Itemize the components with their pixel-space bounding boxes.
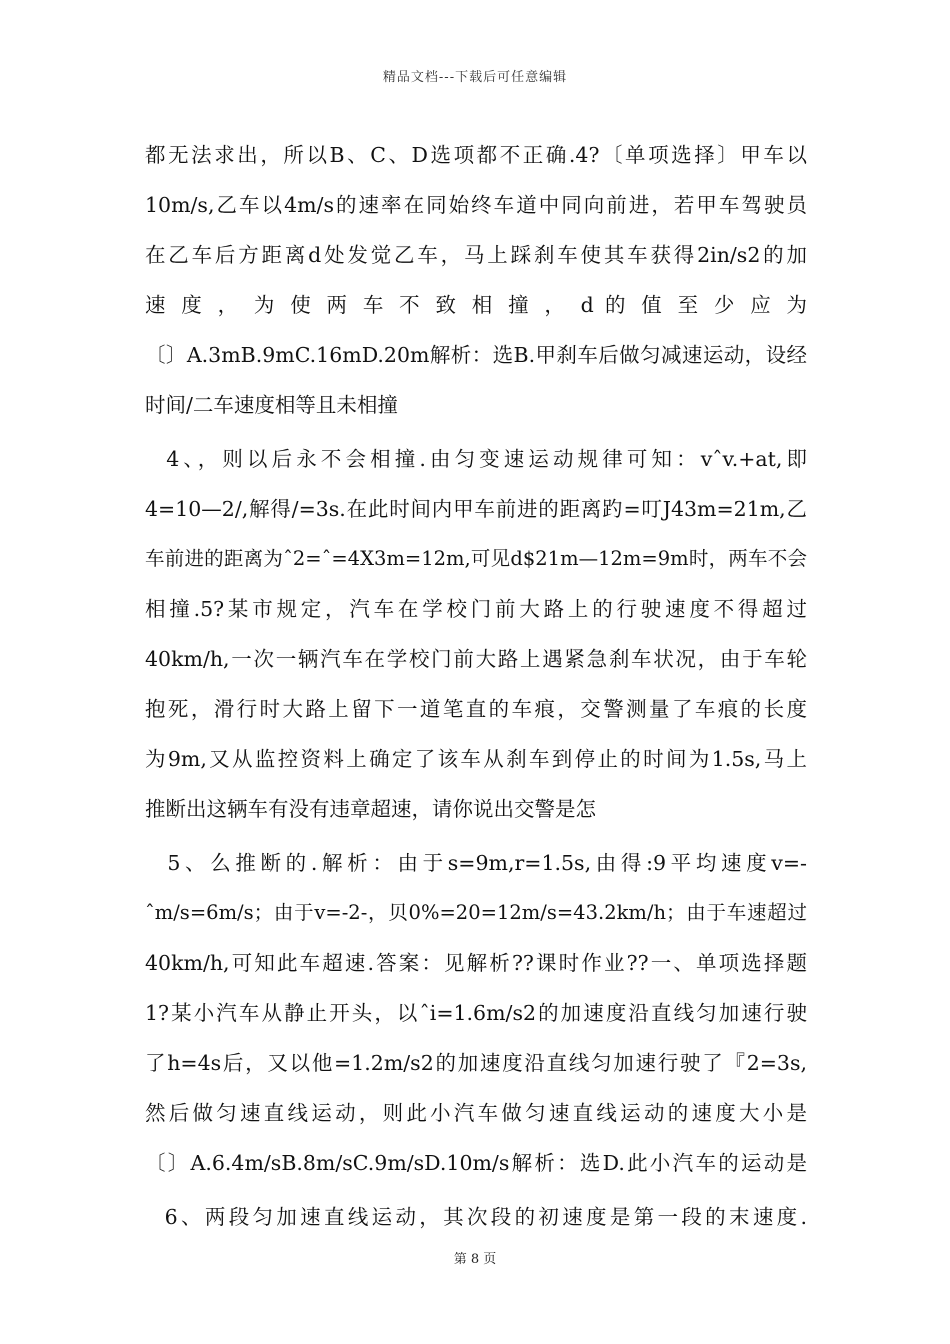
text-line: 40km/h,一次一辆汽车在学校门前大路上遇紧急刹车状况，由于车轮 <box>145 647 807 671</box>
text-line: 5、么推断的.解析：由于s=9m,r=1.5s,由得:9平均速度v=- <box>145 851 807 875</box>
text-line: 1?某小汽车从静止开头，以ˆi=1.6m/s2的加速度沿直线匀加速行驶 <box>145 1001 807 1025</box>
text-line: 10m/s,乙车以4m/s的速率在同始终车道中同向前进，若甲车驾驶员 <box>145 193 807 217</box>
text-line: 时间/二车速度相等且未相撞 <box>145 393 398 417</box>
text-line: 为9m,又从监控资料上确定了该车从刹车到停止的时间为1.5s,马上 <box>145 747 807 771</box>
text-line: 〔〕A.3mB.9mC.16mD.20m解析：选B.甲刹车后做匀减速运动，设经 <box>145 343 807 367</box>
text-line: 〔〕A.6.4m/sB.8m/sC.9m/sD.10m/s解析：选D.此小汽车的运动是 <box>145 1151 807 1175</box>
page-footer: 第 8 页 <box>453 1252 497 1267</box>
paragraph <box>145 434 807 834</box>
text-line: 然后做匀速直线运动，则此小汽车做匀速直线运动的速度大小是 <box>145 1101 807 1125</box>
text-line: 4=10—2/,解得/=3s.在此时间内甲车前进的距离趵=叮J43m=21m,乙 <box>145 497 807 521</box>
text-line: ˆm/s=6m/s；由于v=-2-，贝0%=20=12m/s=43.2km/h；由于车速超过 <box>145 901 807 924</box>
text-line: 推断出这辆车有没有违章超速，请你说出交警是怎 <box>145 797 596 821</box>
text-line: 40km/h,可知此车超速.答案：见解析??课时作业??一、单项选择题 <box>145 951 807 975</box>
text-line: 在乙车后方距离d处发觉乙车，马上踩刹车使其车获得2in/s2的加 <box>145 243 807 267</box>
text-line: 速 度 ， 为 使 两 车 不 致 相 撞 ， d 的 值 至 少 应 为 <box>145 293 807 317</box>
paragraph <box>145 130 807 430</box>
page-header: 精品文档---下载后可任意编辑 <box>382 70 568 85</box>
paragraph <box>145 838 807 1188</box>
text-line: 4、，则以后永不会相撞.由匀变速运动规律可知：vˆv.+at,即 <box>145 447 807 471</box>
text-line: 6、两段匀加速直线运动，其次段的初速度是第一段的末速度. <box>145 1205 807 1229</box>
paragraph <box>145 1192 807 1242</box>
text-line: 了h=4s后，又以他=1.2m/s2的加速度沿直线匀加速行驶了『2=3s, <box>145 1051 807 1075</box>
document-body <box>145 130 807 1242</box>
text-line: 都无法求出，所以B、C、D选项都不正确.4?〔单项选择〕甲车以 <box>145 143 807 167</box>
text-line: 车前进的距离为ˆ2=ˆ=4X3m=12m,可见d$21m—12m=9m时，两车不会 <box>145 547 807 570</box>
text-line: 抱死，滑行时大路上留下一道笔直的车痕，交警测量了车痕的长度 <box>145 697 807 721</box>
text-line: 相撞.5?某市规定，汽车在学校门前大路上的行驶速度不得超过 <box>145 597 807 621</box>
